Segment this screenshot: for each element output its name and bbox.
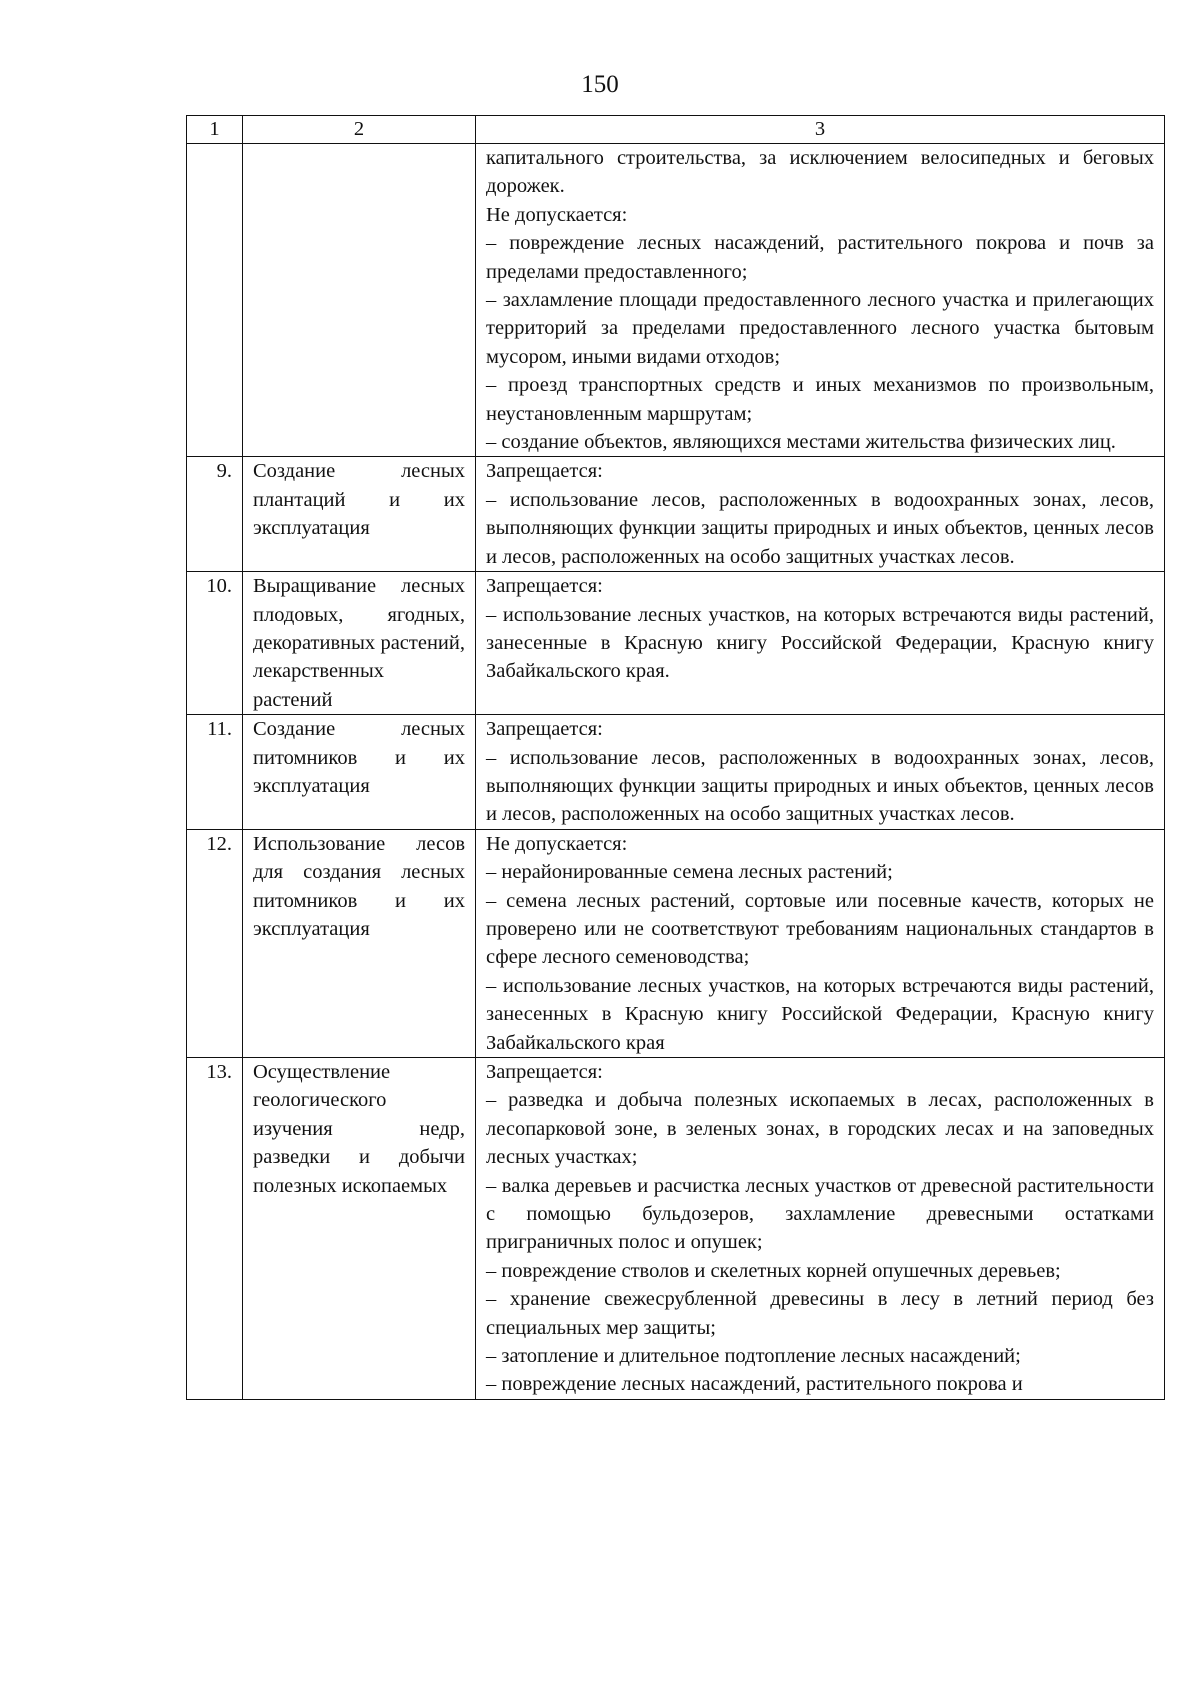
row-activity: Создание лесных питомников и их эксплуатация <box>243 715 476 830</box>
table-row <box>187 1058 1165 1400</box>
table-row <box>187 572 1165 715</box>
row-activity <box>243 144 476 457</box>
header-col-2: 2 <box>243 116 476 144</box>
restriction-line: Запрещается: <box>486 1061 603 1083</box>
row-number: 11. <box>187 715 243 830</box>
restriction-line: – затопление и длительное подтопление лесных насаждений; <box>486 1345 1021 1368</box>
row-restrictions <box>476 144 1165 457</box>
restriction-line: Не допускается: <box>486 832 628 855</box>
table-row <box>187 144 1165 457</box>
table-row <box>187 715 1165 830</box>
header-col-3: 3 <box>476 116 1165 144</box>
row-activity: Осуществление геологического изучения недр, разведки и добычи полезных ископаемых <box>243 1058 476 1400</box>
restriction-line: – использование лесных участков, на которых встречаются виды растений, занесенные в Красную книгу Российской Федерации, Красную книгу Забайкальского края. <box>486 603 1154 683</box>
restriction-line: – проезд транспортных средств и иных механизмов по произвольным, неустановленным маршрутам; <box>486 374 1154 425</box>
restriction-line: – хранение свежесрубленной древесины в лесу в летний период без специальных мер защиты; <box>486 1288 1154 1339</box>
restriction-line: Запрещается: <box>486 575 603 598</box>
restriction-line: – валка деревьев и расчистка лесных участков от древесной растительности с помощью бульдозеров, захламление древесными остатками приграничных полос и опушек; <box>486 1174 1154 1254</box>
row-restrictions <box>476 715 1165 830</box>
header-col-1: 1 <box>187 116 243 144</box>
row-number: 13. <box>187 1058 243 1400</box>
restriction-line: – использование лесов, расположенных в водоохранных зонах, лесов, выполняющих функции защиты природных и иных объектов, ценных лесов и лесов, расположенных на особо защитных участках лесов. <box>486 746 1154 826</box>
row-number: 12. <box>187 829 243 1057</box>
row-number <box>187 144 243 457</box>
restriction-line: Не допускается: <box>486 203 628 226</box>
restrictions-table <box>186 115 1165 1400</box>
restriction-line: – разведка и добыча полезных ископаемых в лесах, расположенных в лесопарковой зоне, в зеленых зонах, в городских лесах и на заповедных лесных участках; <box>486 1089 1154 1169</box>
page-number: 150 <box>581 71 619 98</box>
restriction-line: – захламление площади предоставленного лесного участка и прилегающих территорий за пределами предоставленного лесного участка бытовым мусором, иными видами отходов; <box>486 289 1154 368</box>
restriction-line: Запрещается: <box>486 718 603 741</box>
table-row <box>187 829 1165 1057</box>
restriction-line: – нерайонированные семена лесных растений; <box>486 861 893 884</box>
row-restrictions <box>476 572 1165 715</box>
restriction-line: – использование лесов, расположенных в водоохранных зонах, лесов, выполняющих функции защиты природных и иных объектов, ценных лесов и лесов, расположенных на особо защитных участках лесов. <box>486 488 1154 568</box>
row-restrictions <box>476 829 1165 1057</box>
restriction-line: – повреждение лесных насаждений, растительного покрова и почв за пределами предоставленного; <box>486 232 1154 283</box>
row-activity: Создание лесных плантаций и их эксплуатация <box>243 457 476 572</box>
restriction-line: – создание объектов, являющихся местами жительства физических лиц. <box>486 431 1116 454</box>
restriction-line: капитального строительства, за исключением велосипедных и беговых дорожек. <box>486 147 1154 198</box>
restriction-line: Запрещается: <box>486 460 603 483</box>
table-row <box>187 457 1165 572</box>
row-restrictions <box>476 457 1165 572</box>
restriction-line: – семена лесных растений, сортовые или посевные качеств, которых не проверено или не соответствуют требованиям национальных стандартов в сфере лесного семеноводства; <box>486 889 1154 969</box>
restriction-line: – использование лесных участков, на которых встречаются виды растений, занесенных в Красную книгу Российской Федерации, Красную книгу Забайкальского края <box>486 974 1154 1054</box>
row-activity: Использование лесов для создания лесных питомников и их эксплуатация <box>243 829 476 1057</box>
row-restrictions <box>476 1058 1165 1400</box>
row-number: 9. <box>187 457 243 572</box>
table-header-row <box>187 116 1165 144</box>
row-number: 10. <box>187 572 243 715</box>
restriction-line: – повреждение стволов и скелетных корней опушечных деревьев; <box>486 1259 1061 1282</box>
restriction-line: – повреждение лесных насаждений, растительного покрова и <box>486 1373 1023 1396</box>
row-activity: Выращивание лесных плодовых, ягодных, декоративных растений, лекарственных растений <box>243 572 476 715</box>
